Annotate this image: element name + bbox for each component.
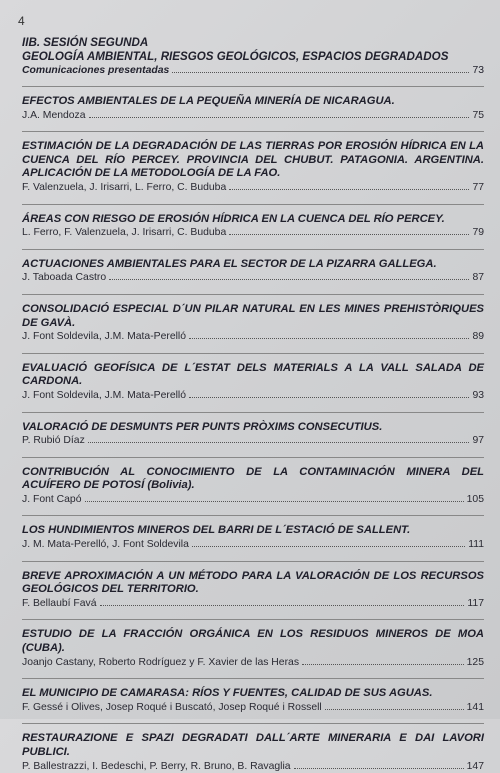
divider [22,353,484,354]
dot-leader [89,117,470,118]
entry-authors: J. Font Soldevila, J.M. Mata-Perelló [22,389,187,401]
entry-authors: P. Rubió Díaz [22,435,85,447]
entry-authors: J. Taboada Castro [22,272,107,284]
entry-authors: Joanjo Castany, Roberto Rodríguez y F. Xavier de las Heras [22,656,300,668]
entry-tail [22,597,484,611]
toc-entry [22,732,484,773]
toc-entries [22,95,484,773]
toc-entry [22,421,484,448]
page-number: 4 [18,14,25,28]
page-ref: 97 [472,435,484,447]
page-ref: 75 [472,109,484,121]
page-ref: 141 [466,701,484,713]
entry-title: EL MUNICIPIO DE CAMARASA: RÍOS Y FUENTES, CALIDAD DE SUS AGUAS. [22,687,433,700]
entry-authors: J.A. Mendoza [22,109,86,121]
page-ref: 93 [472,389,484,401]
dot-leader [85,501,464,502]
dot-leader [192,546,465,547]
divider [22,86,484,87]
toc-entry [22,466,484,507]
entry-title: EFECTOS AMBIENTALES DE LA PEQUEÑA MINERÍA DE NICARAGUA. [22,95,395,107]
entry-title: BREVE APROXIMACIÓN A UN MÉTODO PARA LA VALORACIÓN DE LOS RECURSOS GEOLÓGICOS DEL TERRITORIO. [22,569,484,596]
dot-leader [172,72,469,73]
entry-authors: F. Valenzuela, J. Irisarri, L. Ferro, C. Buduba [22,181,227,193]
entry-tail [22,271,484,285]
table-of-contents [22,36,484,773]
entry-title-block [22,362,484,389]
page-ref: 89 [472,331,484,343]
dot-leader [229,189,469,190]
dot-leader [88,442,470,443]
entry-title-block [22,524,484,538]
page-ref: 125 [466,656,484,668]
section-header [22,36,484,77]
page-ref: 105 [466,493,484,505]
section-heading: GEOLOGÍA AMBIENTAL, RIESGOS GEOLÓGICOS, ESPACIOS DEGRADADOS [22,50,449,63]
entry-authors: J. Font Capó [22,493,82,505]
entry-tail [22,389,484,403]
section-subheading-line [22,64,484,77]
entry-title: ÁREAS CON RIESGO DE EROSIÓN HÍDRICA EN LA CUENCA DEL RÍO PERCEY. [22,212,445,225]
entry-tail [22,701,484,715]
entry-tail [22,226,484,240]
divider [22,515,484,516]
entry-tail [22,434,484,448]
entry-authors: F. Bellaubí Favá [22,597,97,609]
entry-tail [22,656,484,670]
toc-entry [22,303,484,344]
page-ref: 111 [468,539,484,551]
divider [22,131,484,132]
entry-title-block [22,732,484,759]
entry-title-block [22,466,484,493]
dot-leader [100,605,465,606]
entry-title-block [22,570,484,597]
toc-entry [22,628,484,669]
entry-title: ESTIMACIÓN DE LA DEGRADACIÓN DE LAS TIERRAS POR EROSIÓN HÍDRICA EN LA CUENCA DEL RÍO PERCEY. PROVINCIA DEL CHUBUT. PATAGONIA. ARGENTINA. APLICACIÓN DE LA METODOLOGÍA DE LA FAO. [22,140,484,180]
divider [22,412,484,413]
dot-leader [294,768,464,769]
entry-title-block [22,687,484,701]
entry-title-block [22,421,484,435]
divider [22,294,484,295]
entry-tail [22,493,484,507]
divider [22,204,484,205]
entry-title: VALORACIÓ DE DESMUNTS PER PUNTS PRÒXIMS CONSECUTIUS. [22,420,383,433]
divider [22,723,484,724]
dot-leader [325,709,464,710]
dot-leader [109,279,469,280]
page-ref: 79 [472,227,484,239]
entry-authors: J. Font Soldevila, J.M. Mata-Perelló [22,331,187,343]
divider [22,678,484,679]
entry-tail [22,330,484,344]
entry-title-block [22,213,484,227]
section-subheading: Comunicaciones presentadas [22,65,170,76]
entry-authors: F. Gessé i Olives, Josep Roqué i Buscató, Josep Roqué i Rossell [22,701,322,713]
entry-title: RESTAURAZIONE E SPAZI DEGRADATI DALL´ARTE MINERARIA E DAI LAVORI PUBLICI. [22,732,484,758]
entry-tail [22,760,484,773]
page-ref: 77 [472,181,484,193]
divider [22,457,484,458]
toc-entry [22,687,484,714]
entry-authors: L. Ferro, F. Valenzuela, J. Irisarri, C. Buduba [22,227,227,239]
entry-authors: J. M. Mata-Perelló, J. Font Soldevila [22,539,189,551]
toc-entry [22,570,484,611]
entry-tail [22,538,484,552]
entry-title: LOS HUNDIMIENTOS MINEROS DEL BARRI DE L´ESTACIÓ DE SALLENT. [22,524,411,537]
entry-title-block [22,95,484,109]
entry-tail [22,181,484,195]
toc-entry [22,362,484,403]
entry-title-block [22,303,484,330]
page-ref: 117 [467,597,484,609]
page-ref: 147 [466,760,484,772]
dot-leader [189,397,469,398]
toc-entry [22,213,484,240]
entry-tail [22,109,484,123]
entry-authors: P. Ballestrazzi, I. Bedeschi, P. Berry, R. Bruno, B. Ravaglia [22,760,291,772]
entry-title: ACTUACIONES AMBIENTALES PARA EL SECTOR DE LA PIZARRA GALLEGA. [22,257,437,270]
page-ref: 73 [472,65,484,76]
divider [22,249,484,250]
page-ref: 87 [472,272,484,284]
entry-title: CONTRIBUCIÓN AL CONOCIMIENTO DE LA CONTAMINACIÓN MINERA DEL ACUÍFERO DE POTOSÍ (Bolivia). [22,465,484,492]
dot-leader [229,234,469,235]
entry-title-block [22,140,484,181]
entry-title-block [22,628,484,655]
toc-entry [22,140,484,194]
section-label: IIB. SESIÓN SEGUNDA [22,36,149,49]
toc-entry [22,95,484,122]
dot-leader [189,338,469,339]
toc-entry [22,258,484,285]
entry-title: ESTUDIO DE LA FRACCIÓN ORGÁNICA EN LOS RESIDUOS MINEROS DE MOA (CUBA). [22,628,484,655]
entry-title-block [22,258,484,272]
divider [22,619,484,620]
dot-leader [302,664,464,665]
divider [22,561,484,562]
toc-entry [22,524,484,551]
entry-title: CONSOLIDACIÓ ESPECIAL D´UN PILAR NATURAL EN LES MINES PREHISTÒRIQUES DE GAVÀ. [22,302,484,329]
entry-title: EVALUACIÓ GEOFÍSICA DE L´ESTAT DELS MATERIALS A LA VALL SALADA DE CARDONA. [22,361,484,388]
